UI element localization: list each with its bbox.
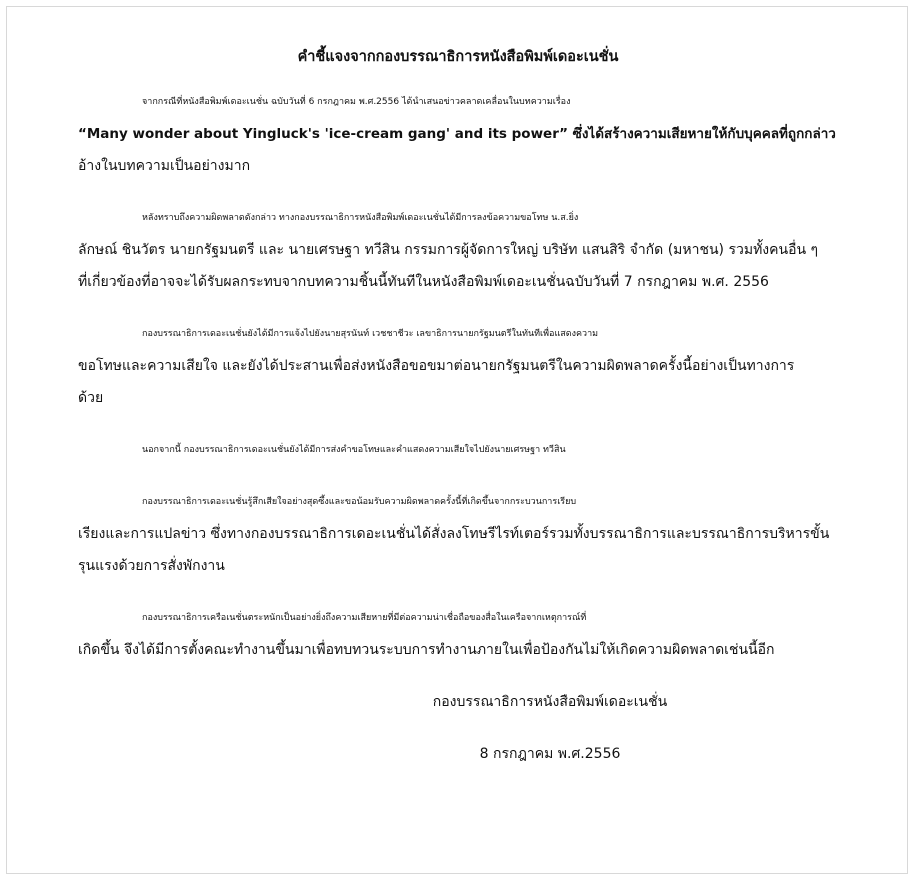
statement-document [78, 46, 838, 686]
paragraph-3-line-3: ด้วย [78, 390, 104, 406]
paragraph-2 [78, 202, 838, 298]
paragraph-5-line-3: รุนแรงด้วยการสั่งพักงาน [78, 558, 225, 574]
paragraph-2-line-2: ลักษณ์ ชินวัตร นายกรัฐมนตรี และ นายเศรษฐา ทวีสิน กรรมการผู้จัดการใหญ่ บริษัท แสนสิริ จำกัด (มหาชน) รวมทั้งคนอื่น ๆ [78, 242, 819, 258]
paragraph-6-line-1: กองบรรณาธิการเครือเนชั่นตระหนักเป็นอย่างยิ่งถึงความเสียหายที่มีต่อความน่าเชื่อถือของสื่อในเครือจากเหตุการณ์ที่ [142, 613, 587, 623]
paragraph-3 [78, 318, 838, 414]
signature-block [420, 690, 680, 766]
paragraph-5-line-2: เรียงและการแปลข่าว ซึ่งทางกองบรรณาธิการเดอะเนชั่นได้สั่งลงโทษรีไรท์เตอร์รวมทั้งบรรณาธิการและบรรณาธิการบริหารขั้น [78, 526, 830, 542]
paragraph-3-line-1: กองบรรณาธิการเดอะเนชั่นยังได้มีการแจ้งไปยังนายสุรนันท์ เวชชาชีวะ เลขาธิการนายกรัฐมนตรีในทันทีเพื่อแสดงความ [142, 329, 599, 339]
paragraph-1-line-3: อ้างในบทความเป็นอย่างมาก [78, 158, 251, 174]
paragraph-1 [78, 86, 838, 182]
article-headline-line: “Many wonder about Yingluck's 'ice-cream gang' and its power” ซึ่งได้สร้างความเสียหายให้กับบุคคลที่ถูกกล่าว [78, 126, 836, 142]
paragraph-5 [78, 486, 838, 582]
paragraph-6-line-2: เกิดขึ้น จึงได้มีการตั้งคณะทำงานขึ้นมาเพื่อทบทวนระบบการทำงานภายในเพื่อป้องกันไม่ให้เกิดความผิดพลาดเช่นนี้อีก [78, 642, 775, 658]
paragraph-1-line-1: จากกรณีที่หนังสือพิมพ์เดอะเนชั่น ฉบับวันที่ 6 กรกฎาคม พ.ศ.2556 ได้นำเสนอข่าวคลาดเคลื่อนในบทความเรื่อง [142, 97, 571, 107]
statement-title: คำชี้แจงจากกองบรรณาธิการหนังสือพิมพ์เดอะเนชั่น [297, 49, 619, 65]
paragraph-6 [78, 602, 838, 666]
paragraph-5-line-1: กองบรรณาธิการเดอะเนชั่นรู้สึกเสียใจอย่างสุดซึ้งและขอน้อมรับความผิดพลาดครั้งนี้ที่เกิดขึ้นจากกระบวนการเรียบ [142, 497, 577, 507]
signature-date: 8 กรกฎาคม พ.ศ.2556 [479, 746, 621, 762]
paragraph-4-line-1: นอกจากนี้ กองบรรณาธิการเดอะเนชั่นยังได้มีการส่งคำขอโทษและคำแสดงความเสียใจไปยังนายเศรษฐา ทวีสิน [142, 445, 566, 455]
signature-org: กองบรรณาธิการหนังสือพิมพ์เดอะเนชั่น [432, 694, 668, 710]
paragraph-2-line-3: ที่เกี่ยวข้องที่อาจจะได้รับผลกระทบจากบทความชิ้นนี้ทันทีในหนังสือพิมพ์เดอะเนชั่นฉบับวันที่ 7 กรกฎาคม พ.ศ. 2556 [78, 274, 769, 290]
paragraph-2-line-1: หลังทราบถึงความผิดพลาดดังกล่าว ทางกองบรรณาธิการหนังสือพิมพ์เดอะเนชั่นได้มีการลงข้อความขอโทษ น.ส.ยิ่ง [142, 213, 579, 223]
paragraph-3-line-2: ขอโทษและความเสียใจ และยังได้ประสานเพื่อส่งหนังสือขอขมาต่อนายกรัฐมนตรีในความผิดพลาดครั้งนี้อย่างเป็นทางการ [78, 358, 795, 374]
paragraph-4 [78, 434, 838, 466]
